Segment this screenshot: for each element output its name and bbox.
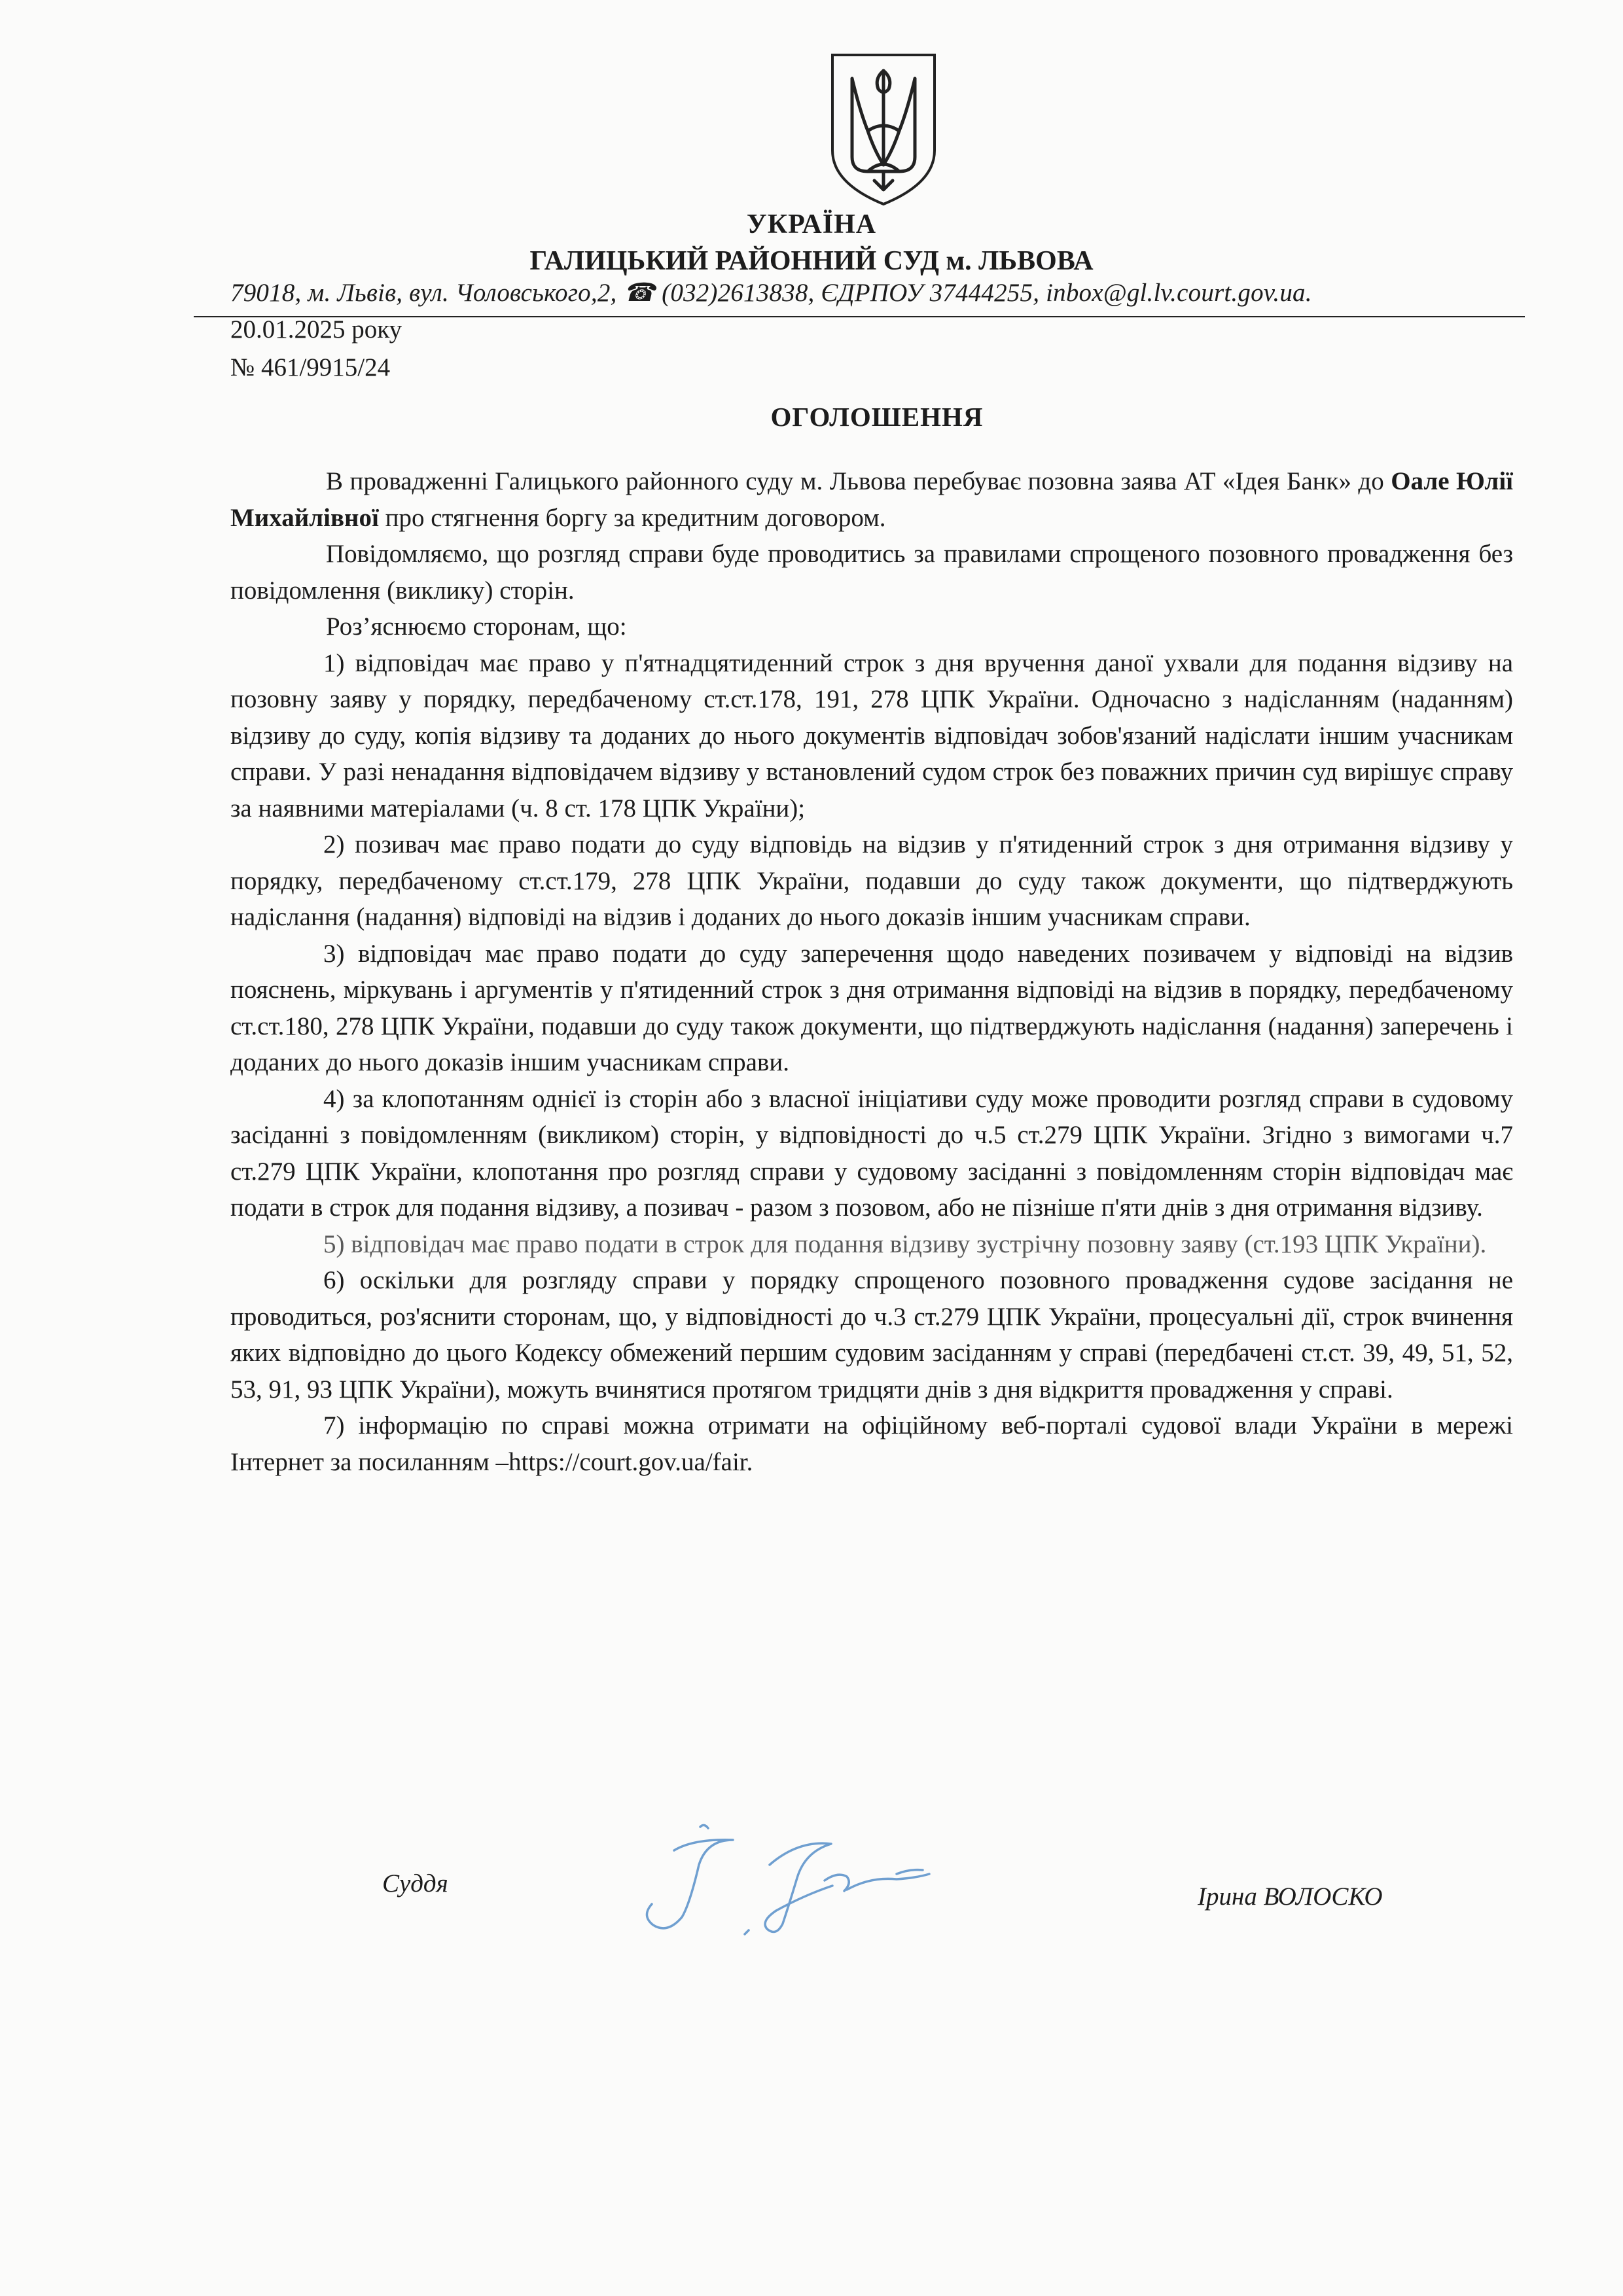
document-title: ОГОЛОШЕННЯ [770,402,984,432]
paragraph-explain: Роз’яснюємо сторонам, що: [326,612,627,641]
document-date: 20.01.2025 року [230,315,402,344]
trident-emblem-icon [829,52,938,207]
court-name: ГАЛИЦЬКИЙ РАЙОННИЙ СУД м. ЛЬВОВА [529,246,1094,276]
intro-text-b: про стягнення боргу за кредитним договором. [378,503,886,532]
case-number: № 461/9915/24 [230,353,391,381]
list-item-6: 6) оскільки для розгляду справи у порядку спрощеного позовного провадження судове засідання не проводиться, роз'яснити сторонам, що, у відповідності до ч.3 ст.279 ЦПК України, процесуальні дії, строк вчинення яких відповідно до цього Кодексу обмежений першим судовим засіданням у справі (передбачені ст.ст. 39, 49, 51, 52, 53, 91, 93 ЦПК України), можуть вчинятися протягом тридцяти днів з дня відкриття провадження у справі. [230,1266,1513,1404]
list-item-1: 1) відповідач має право у п'ятнадцятиденний строк з дня вручення даної ухвали для подання відзиву на позовну заяву у порядку, передбаченому ст.ст.178, 191, 278 ЦПК України. Одночасно з надісланням (наданням) відзиву до суду, копія відзиву та доданих до нього документів відповідач зобов'язаний надіслати іншим учасникам справи. У разі ненадання відповідачем відзиву у встановлений судом строк без поважних причин суд вирішує справу за наявними матеріалами (ч. 8 ст. 178 ЦПК України); [230,648,1513,822]
document-body [230,463,1513,1480]
list-item-3: 3) відповідач має право подати до суду заперечення щодо наведених позивачем у відповіді на відзив пояснень, міркувань і аргументів у п'ятиденний строк з дня отримання відповіді на відзив в порядку, передбаченому ст.ст.180, 278 ЦПК України, подавши до суду також документи, що підтверджують надіслання (надання) заперечень і доданих до нього доказів іншим учасникам справи. [230,939,1513,1076]
judge-role: Суддя [382,1869,448,1898]
list-item-4: 4) за клопотанням однієї із сторін або з власної ініціативи суду може проводити розгляд справи в судовому засіданні з повідомленням (викликом) сторін, у відповідності до ч.5 ст.279 ЦПК України. Згідно з вимогами ч.7 ст.279 ЦПК України, клопотання про розгляд справи у судовому засіданні з повідомленням сторін відповідач має подати в строк для подання відзиву, а позивач - разом з позовом, або не пізніше п'яти днів з дня отримання відзиву. [230,1084,1513,1222]
country-name: УКРАЇНА [746,209,877,239]
paragraph-intro [230,463,1513,536]
judge-name: Ірина ВОЛОСКО [1198,1882,1383,1911]
handwritten-signature-icon [622,1806,988,1950]
list-item-2: 2) позивач має право подати до суду відповідь на відзив у п'ятиденний строк з дня отримання відзиву у порядку, передбаченому ст.ст.179, 278 ЦПК України, подавши до суду також документи, що підтверджують надіслання (надання) відповіді на відзив і доданих до нього доказів іншим учасникам справи. [230,830,1513,931]
list-item-5: 5) відповідач має право подати в строк для подання відзиву зустрічну позовну заяву (ст.193 ЦПК України). [323,1229,1487,1258]
defendant-name: Оале Юлії Михайлівної [230,467,1513,532]
paragraph-procedure: Повідомляємо, що розгляд справи буде проводитись за правилами спрощеного позовного провадження без повідомлення (виклику) сторін. [230,540,1513,605]
list-item-7: 7) інформацію по справі можна отримати на офіційному веб-порталі судової влади України в мережі Інтернет за посиланням –https://court.gov.ua/fair. [230,1411,1513,1476]
intro-text-a: В провадженні Галицького районного суду м. Львова перебуває позовна заява АТ «Ідея Банк» до [326,467,1391,495]
court-address: 79018, м. Львів, вул. Чоловського,2, ☎ (032)2613838, ЄДРПОУ 37444255, inbox@gl.lv.court.gov.ua. [230,279,1312,307]
